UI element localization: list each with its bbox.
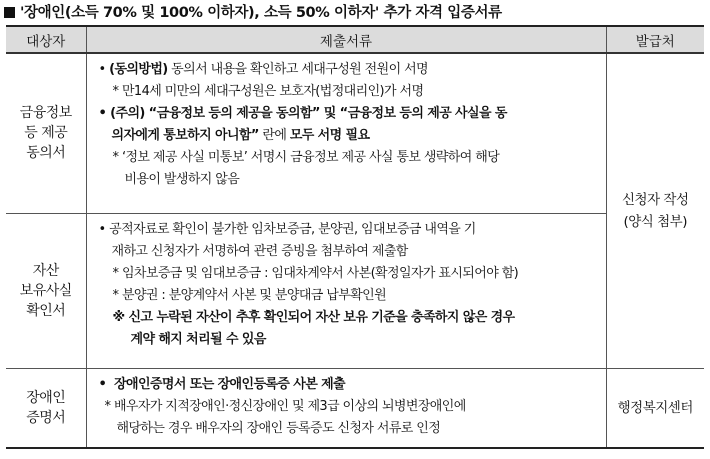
bullet-icon: • [98,62,106,77]
reference-mark-icon: ※ [112,309,125,325]
bullet-icon: • [98,221,106,237]
doc-line [99,396,596,418]
doc-text: 분양권 : 분양계약서 사본 및 분양대금 납부확인원 [118,287,387,303]
asterisk-icon: * [112,84,119,99]
section-heading [4,3,502,23]
heading-text: '장애인(소득 70% 및 100% 이하자), 소득 50% 이하자' 추가 자격 입증서류 [20,5,502,21]
doc-text: 란에 [258,128,290,143]
doc-line [99,219,596,241]
target-line: 동의서 [26,145,66,162]
doc-text: 비용이 발생하지 않음 [124,172,240,187]
doc-bold: 의자에게 통보하지 아니함” [111,128,259,143]
doc-line [99,103,596,125]
doc-bold: (주의) “금융정보 등의 제공을 동의함” 및 “금융정보 등의 제공 사실을 동 [110,106,507,121]
target-cell [6,368,86,448]
asterisk-icon: * [112,287,119,303]
doc-line [99,374,596,396]
doc-text: 배우자가 지적장애인·정신장애인 및 제3급 이상의 뇌병변장애인에 [110,398,466,414]
bullet-icon: • [98,106,107,121]
table-row [6,368,704,448]
asterisk-icon: * [112,150,119,165]
table-row [6,53,704,213]
doc-bold: 모두 서명 필요 [289,128,370,143]
docs-cell [86,213,606,368]
asterisk-icon: * [112,265,119,281]
doc-line [99,147,596,169]
issuer-line: (양식 첨부) [623,213,687,230]
issuer-cell [606,53,704,368]
table-header-row [6,26,704,53]
doc-text: 만14세 미만의 세대구성원은 보호자(법정대리인)가 서명 [118,84,424,99]
doc-bold: 장애인증명서 또는 장애인등록증 사본 제출 [106,376,346,392]
table-row [6,213,704,368]
bullet-icon: • [98,376,107,392]
target-line: 장애인 [26,389,66,406]
target-line: 보유사실 [19,282,72,299]
doc-line [99,418,596,440]
header-issuer: 발급처 [606,26,704,53]
doc-line [99,241,596,263]
doc-text: 재하고 신청자가 서명하여 관련 증빙을 첨부하여 제출함 [111,243,408,259]
doc-line [99,169,596,191]
target-line: 자산 [32,262,59,279]
square-bullet-icon [4,7,15,18]
doc-text: 공적자료로 확인이 불가한 임차보증금, 분양권, 임대보증금 내역을 기 [105,221,476,237]
doc-line [99,263,596,285]
issuer-cell [606,368,704,448]
doc-line [99,329,596,351]
target-cell [6,213,86,368]
target-line: 증명서 [26,409,66,426]
doc-line [99,285,596,307]
target-line: 확인서 [26,302,66,319]
doc-text: 동의서 내용을 확인하고 세대구성원 전원이 서명 [167,62,428,77]
issuer-line: 신청자 작성 [622,191,689,208]
header-docs: 제출서류 [86,26,606,53]
doc-line [99,307,596,329]
doc-line [99,59,596,81]
documents-table [6,25,704,449]
doc-text: ‘정보 제공 사실 미통보’ 서명시 금융정보 제공 사실 통보 생략하여 해당 [118,150,500,165]
issuer-line: 행정복지센터 [617,399,693,416]
docs-cell [86,53,606,213]
doc-bold: 신고 누락된 자산이 추후 확인되어 자산 보유 기준을 충족하지 않은 경우 [124,309,515,325]
target-line: 금융정보 [19,105,72,122]
target-line: 등 제공 [24,125,68,142]
doc-bold: 계약 해지 처리될 수 있음 [130,331,266,347]
doc-text: 임차보증금 및 임대보증금 : 임대차계약서 사본(확정일자가 표시되어야 함) [118,265,519,281]
asterisk-icon: * [104,398,111,414]
target-cell [6,53,86,213]
doc-text: 해당하는 경우 배우자의 장애인 등록증도 신청자 서류로 인정 [116,420,441,436]
doc-line [99,125,596,147]
doc-line [99,81,596,103]
header-target: 대상자 [6,26,86,53]
doc-bold: (동의방법) [109,62,168,77]
docs-cell [86,368,606,448]
